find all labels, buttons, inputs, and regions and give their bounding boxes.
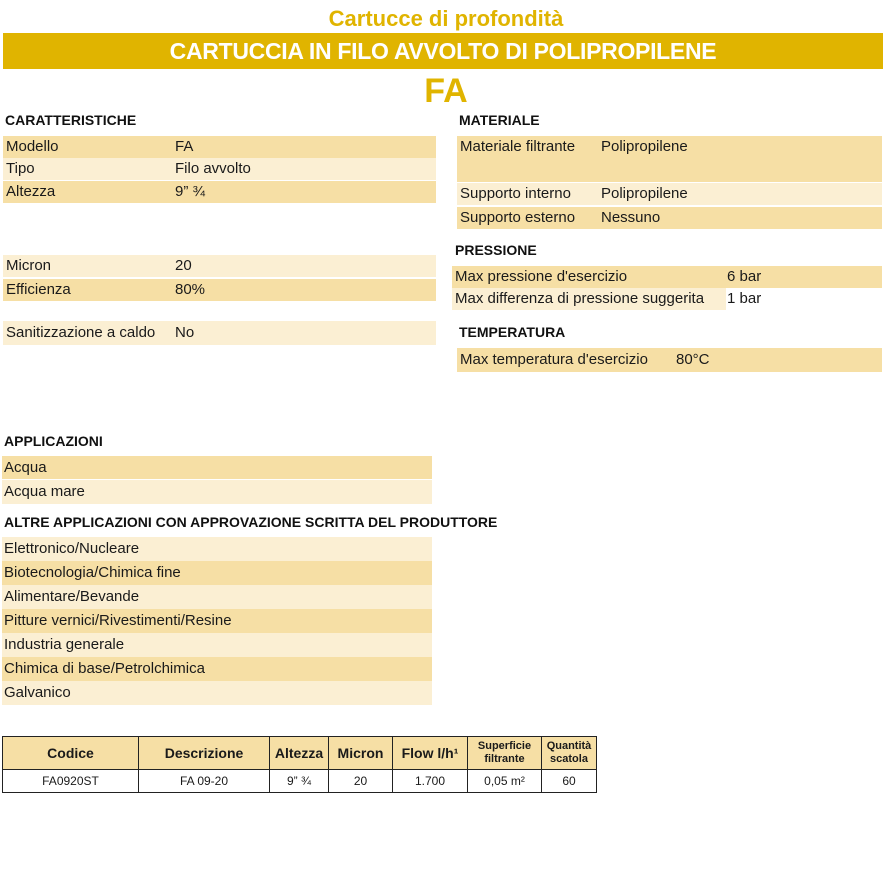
temperatura-heading: TEMPERATURA: [459, 324, 566, 340]
pressure-value: 6 bar: [727, 268, 762, 285]
pressure-row-max: [452, 266, 882, 288]
spec-label: Micron: [6, 257, 52, 274]
material-value: Nessuno: [601, 209, 661, 226]
other-application-label: Elettronico/Nucleare: [4, 540, 140, 557]
table-row: [3, 770, 597, 793]
other-application-item: [2, 609, 432, 633]
material-value: Polipropilene: [601, 138, 688, 155]
material-row-supporto-esterno: [457, 207, 882, 229]
col-header-micron: Micron: [329, 737, 393, 770]
spec-row-efficienza: [3, 279, 436, 301]
cell-altezza: 9” ¾: [270, 770, 329, 793]
title-banner: CARTUCCIA IN FILO AVVOLTO DI POLIPROPILENE: [3, 33, 883, 69]
product-table: [2, 736, 597, 793]
application-label: Acqua: [4, 459, 47, 476]
spec-value: 80%: [175, 281, 206, 298]
spec-value: FA: [175, 138, 194, 155]
application-item: [2, 480, 432, 504]
temperature-row-max: [457, 348, 882, 372]
other-application-item: [2, 681, 432, 705]
other-application-item: [2, 657, 432, 681]
application-label: Acqua mare: [4, 483, 85, 500]
pressure-row-differenza: [452, 288, 762, 310]
material-row-supporto-interno: [457, 183, 882, 205]
material-label: Supporto interno: [460, 185, 571, 202]
pressure-value: 1 bar: [727, 290, 762, 307]
spec-value: Filo avvolto: [175, 160, 251, 177]
cell-flow: 1.700: [393, 770, 468, 793]
other-application-label: Biotecnologia/Chimica fine: [4, 564, 181, 581]
other-application-item: [2, 561, 432, 585]
spec-label: Tipo: [6, 160, 35, 177]
altre-applicazioni-heading: ALTRE APPLICAZIONI CON APPROVAZIONE SCRITTA DEL PRODUTTORE: [4, 514, 498, 530]
spec-row-micron: [3, 255, 436, 277]
temperature-label: Max temperatura d'esercizio: [460, 351, 648, 368]
cell-micron: 20: [329, 770, 393, 793]
materiale-heading: MATERIALE: [459, 112, 540, 128]
spec-row-sanitizzazione: [3, 321, 436, 345]
material-label: Materiale filtrante: [460, 138, 576, 155]
col-header-codice: Codice: [3, 737, 139, 770]
cell-codice: FA0920ST: [3, 770, 139, 793]
spec-label: Altezza: [6, 183, 56, 200]
application-item: [2, 456, 432, 479]
col-header-quantita: Quantità scatola: [542, 737, 597, 770]
supertitle: Cartucce di profondità: [328, 6, 564, 31]
table-header-row: [3, 737, 597, 770]
other-application-label: Chimica di base/Petrolchimica: [4, 660, 205, 677]
pressure-label: Max pressione d'esercizio: [455, 268, 628, 285]
material-value: Polipropilene: [601, 185, 688, 202]
material-label: Supporto esterno: [460, 209, 576, 226]
pressione-heading: PRESSIONE: [455, 242, 537, 258]
model-code: FA: [424, 72, 468, 110]
other-application-item: [2, 537, 432, 561]
col-header-descrizione: Descrizione: [139, 737, 270, 770]
other-application-label: Industria generale: [4, 636, 125, 653]
pressure-label: Max differenza di pressione suggerita: [455, 290, 705, 307]
spec-value: 20: [175, 257, 192, 274]
other-application-label: Pitture vernici/Rivestimenti/Resine: [4, 612, 232, 629]
spec-row-modello: [3, 136, 436, 158]
col-header-superficie: Superficie filtrante: [468, 737, 542, 770]
spec-row-tipo: [3, 158, 436, 180]
cell-descrizione: FA 09-20: [139, 770, 270, 793]
spec-label: Modello: [6, 138, 59, 155]
spec-label: Sanitizzazione a caldo: [6, 324, 156, 341]
material-row-filtrante: [457, 136, 882, 182]
col-header-altezza: Altezza: [270, 737, 329, 770]
other-application-item: [2, 633, 432, 657]
caratteristiche-heading: CARATTERISTICHE: [5, 112, 137, 128]
spec-value: 9” ¾: [175, 183, 206, 200]
applicazioni-heading: APPLICAZIONI: [4, 433, 103, 449]
cell-superficie: 0,05 m²: [468, 770, 542, 793]
temperature-value: 80°C: [676, 351, 710, 368]
col-header-flow: Flow l/h¹: [393, 737, 468, 770]
spec-value: No: [175, 324, 195, 341]
other-application-label: Galvanico: [4, 684, 71, 701]
cell-quantita: 60: [542, 770, 597, 793]
spec-row-altezza: [3, 181, 436, 203]
other-application-label: Alimentare/Bevande: [4, 588, 140, 605]
other-application-item: [2, 585, 432, 609]
spec-label: Efficienza: [6, 281, 71, 298]
